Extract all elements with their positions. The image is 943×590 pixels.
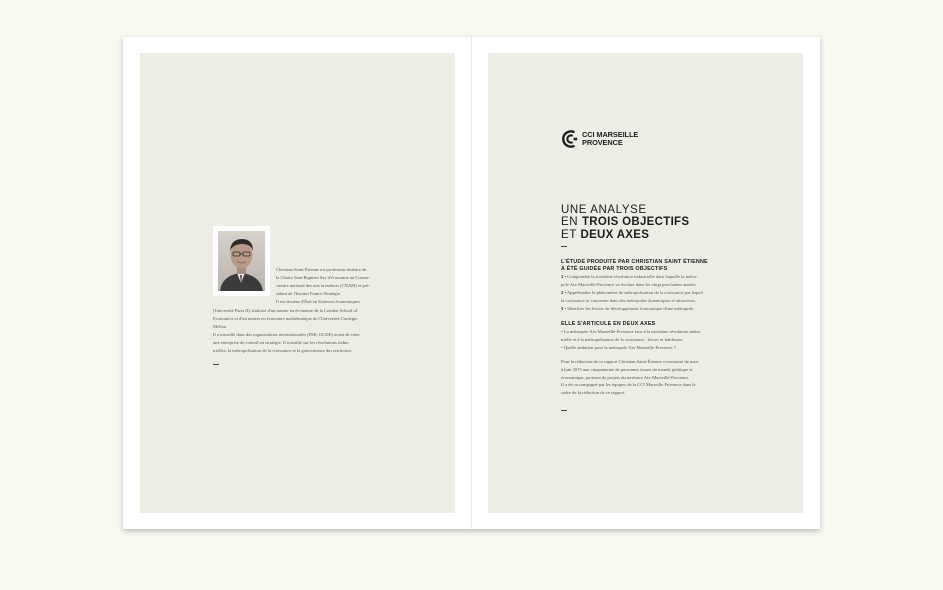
author-portrait-frame xyxy=(213,226,270,296)
bio-line: Il est docteur d'État en Sciences économiques xyxy=(276,299,360,304)
left-end-dash xyxy=(213,364,219,365)
page-fold xyxy=(471,37,472,529)
list-item xyxy=(561,273,736,281)
paragraph-line: cadre de la rédaction de ce rapport. xyxy=(561,390,626,396)
report-paragraph xyxy=(561,358,736,397)
list-item xyxy=(561,289,736,297)
item-number: 3 xyxy=(561,305,564,311)
list-item xyxy=(561,297,736,305)
bio-line: Mellon. xyxy=(213,324,228,329)
paragraph-line: Il a été accompagné par les équipes de la CCI Marseille Provence dans le xyxy=(561,382,696,388)
item-number: 2 xyxy=(561,290,564,295)
bio-line: Economics et d'un master en économie mathématique de l'Université Carnegie xyxy=(213,316,358,321)
objectives-list xyxy=(561,273,736,312)
bio-line: sident de l'Institut France Stratégie. xyxy=(276,291,341,296)
title-line: L'ÉTUDE PRODUITE PAR CHRISTIAN SAINT ÉTIENNE xyxy=(561,259,708,265)
bio-line: Il a travaillé dans des organisations internationales (FMI, OCDE) avant de créer xyxy=(213,332,360,337)
item-text: • Appréhender le phénomène de métropolisation de la croissance par lequel xyxy=(563,290,703,295)
item-text: la croissance se concentre dans des métropoles dynamiques et attractives. xyxy=(561,297,696,303)
page-headline xyxy=(561,204,689,241)
objectives-title xyxy=(561,259,736,273)
logo-line-2: PROVENCE xyxy=(582,138,623,147)
item-number: 1 xyxy=(561,274,564,280)
list-item xyxy=(561,305,736,313)
bio-line: Christian Saint-Étienne est professeur titulaire de xyxy=(276,267,367,272)
author-portrait xyxy=(218,231,265,291)
list-item: trielle et à la métropolisation de la croissance : forces et faiblesses. xyxy=(561,337,684,342)
right-end-dash xyxy=(561,410,567,411)
headline-bold: DEUX AXES xyxy=(580,228,650,241)
cci-logo-wordmark xyxy=(582,131,638,146)
axes-section xyxy=(561,321,736,352)
left-page xyxy=(140,53,455,513)
headline-line-2 xyxy=(561,216,689,228)
list-item xyxy=(561,281,736,289)
item-text: • Comprendre la troisième révolution industrielle dans laquelle la métro- xyxy=(563,274,698,280)
bio-line: trielles, la métropolisation de la croissance et la gouvernance des territoires. xyxy=(213,348,353,353)
paragraph-line: économique, porteurs de projets du territoire Aix-Marseille-Provence. xyxy=(561,374,690,380)
list-item: • La métropole Aix-Marseille-Provence face à la troisième révolution indus- xyxy=(561,329,702,335)
axes-title: ELLE S'ARTICULE EN DEUX AXES xyxy=(561,321,656,327)
bio-line: la Chaire Jean-Baptiste Say d'économie au Conser- xyxy=(276,275,370,280)
right-page xyxy=(488,53,803,513)
headline-light: EN xyxy=(561,216,582,229)
bio-line: vatoire national des arts et métiers (CNAM) et pré- xyxy=(276,283,370,288)
headline-dash xyxy=(561,246,567,247)
title-line: A ÉTÉ GUIDÉE PAR TROIS OBJECTIFS xyxy=(561,266,668,273)
brochure-spread xyxy=(123,37,820,529)
author-bio-intro xyxy=(276,266,384,306)
logo-line-1: CCI MARSEILLE xyxy=(582,130,639,140)
headline-line-1: UNE ANALYSE xyxy=(561,204,647,216)
paragraph-line: à juin 2015 une cinquantaine de personnes issues du monde politique et xyxy=(561,366,693,372)
objectives-section xyxy=(561,259,736,312)
cci-logo xyxy=(561,129,638,149)
headline-light: ET xyxy=(561,228,581,241)
headline-line-3 xyxy=(561,229,689,241)
item-text: pole Aix-Marseille-Provence va évoluer dans les vingt prochaines années. xyxy=(561,282,697,288)
paragraph-line: Pour la rédaction de ce rapport Christian Saint-Étienne a rencontré de mars xyxy=(561,359,699,364)
bio-line: (Université Paris II), titulaire d'un master en économie de la London School of xyxy=(213,308,358,313)
axes-list xyxy=(561,328,736,351)
author-bio-continued xyxy=(213,307,385,355)
item-text: • Identifier les leviers de développement économique d'une métropole. xyxy=(563,305,695,311)
headline-bold: TROIS OBJECTIFS xyxy=(581,216,690,229)
cci-logo-icon xyxy=(561,129,579,149)
list-item: • Quelle ambition pour la métropole Aix-Marseille-Provence ? xyxy=(561,344,676,350)
bio-line: une entreprise de conseil en stratégie. Il travaille sur les révolutions indus- xyxy=(213,340,350,345)
portrait-photo xyxy=(218,231,265,291)
